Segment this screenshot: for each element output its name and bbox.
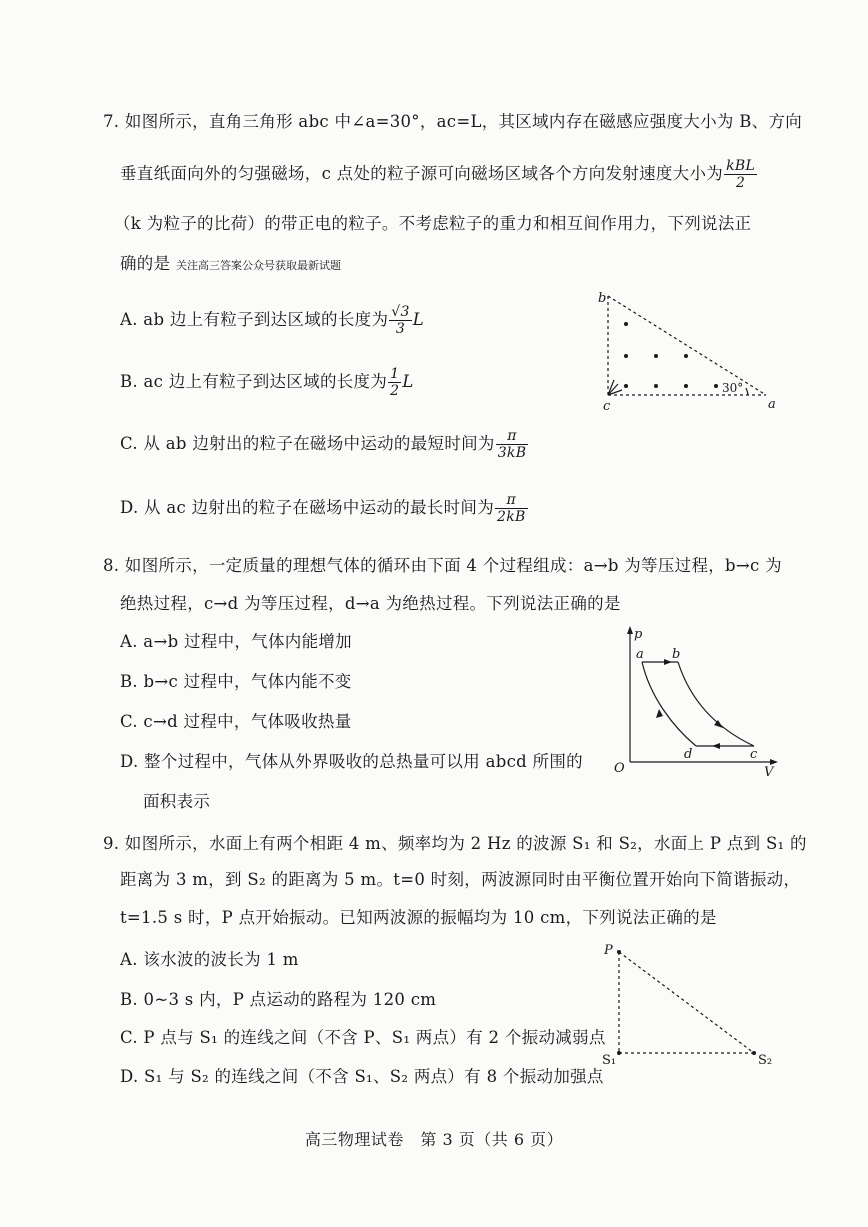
q8-label-O: O	[614, 761, 625, 776]
q8-label-a: a	[636, 647, 644, 662]
watermark-note: 关注高三答案公众号获取最新试题	[175, 259, 341, 272]
q8-option-c: C. c→d 过程中，气体吸收热量	[120, 712, 352, 731]
q9-option-a: A. 该水波的波长为 1 m	[120, 950, 299, 969]
q7-speed-fraction: $\frac{\text{kBL}}{2}$	[726, 158, 756, 191]
q7-label-b: b	[598, 291, 607, 306]
q9-label-S1: S₁	[602, 1053, 617, 1068]
q8-label-V: V	[764, 765, 774, 780]
q8-label-b: b	[672, 647, 681, 662]
q7-label-c: c	[603, 399, 611, 414]
q7-triangle-figure	[596, 288, 786, 413]
q7-option-d: D. 从 ac 边射出的粒子在磁场中运动的最长时间为 $\frac{\pi}{2kB}$	[120, 492, 526, 525]
q8-option-d: D. 整个过程中，气体从外界吸收的总热量可以用 abcd 所围的	[120, 752, 583, 771]
q9-line-3: t=1.5 s 时，P 点开始振动。已知两波源的振幅均为 10 cm，下列说法正确的是	[120, 908, 717, 927]
q7-option-a: A. ab 边上有粒子到达区域的长度为 $\frac{√3}{3}$ L	[120, 304, 424, 337]
q9-option-c: C. P 点与 S₁ 的连线之间（不含 P、S₁ 两点）有 2 个振动减弱点	[120, 1028, 606, 1047]
q8-option-b: B. b→c 过程中，气体内能不变	[120, 672, 352, 691]
q7-line-3: （k 为粒子的比荷）的带正电的粒子。不考虑粒子的重力和相互间作用力，下列说法正	[114, 214, 752, 233]
q9-line-2: 距离为 3 m，到 S₂ 的距离为 5 m。t=0 时刻，两波源同时由平衡位置开始向下简谐振动，	[120, 870, 801, 889]
q7-option-c: C. 从 ab 边射出的粒子在磁场中运动的最短时间为 $\frac{\pi}{3kB}$	[120, 428, 527, 461]
page-footer: 高三物理试卷 第 3 页（共 6 页）	[304, 1130, 564, 1149]
q9-line-1: 9. 如图所示，水面上有两个相距 4 m、频率均为 2 Hz 的波源 S₁ 和 S₂，水面上 P 点到 S₁ 的	[103, 834, 807, 853]
q7-label-angle: 30°	[722, 381, 744, 395]
q8-label-c: c	[750, 747, 758, 762]
q9-option-d: D. S₁ 与 S₂ 的连线之间（不含 S₁、S₂ 两点）有 8 个振动加强点	[120, 1067, 604, 1086]
q8-option-d-cont: 面积表示	[143, 792, 211, 811]
q9-label-P: P	[604, 943, 613, 958]
q9-sources-figure	[598, 940, 788, 1075]
q8-line-1: 8. 如图所示，一定质量的理想气体的循环由下面 4 个过程组成：a→b 为等压过程，b→c 为	[103, 556, 782, 575]
q7-option-b: B. ac 边上有粒子到达区域的长度为 $\frac{1}{2}$ L	[120, 366, 414, 399]
q8-label-d: d	[684, 747, 693, 762]
q8-option-a: A. a→b 过程中，气体内能增加	[120, 632, 352, 651]
q8-label-p: p	[634, 627, 643, 642]
q7-line-1: 7. 如图所示，直角三角形 abc 中∠a=30°，ac=L，其区域内存在磁感应强度大小为 B、方向	[103, 112, 803, 131]
q7-line-2: 垂直纸面向外的匀强磁场，c 点处的粒子源可向磁场区域各个方向发射速度大小为 $\frac{\text{kBL}}{2}$	[120, 158, 756, 191]
q8-line-2: 绝热过程，c→d 为等压过程，d→a 为绝热过程。下列说法正确的是	[120, 594, 621, 613]
q9-label-S2: S₂	[758, 1053, 773, 1068]
q8-pv-figure	[612, 626, 782, 780]
q9-option-b: B. 0~3 s 内，P 点运动的路程为 120 cm	[120, 990, 437, 1009]
q7-line-4: 确的是 关注高三答案公众号获取最新试题	[120, 254, 341, 273]
q7-label-a: a	[768, 397, 776, 412]
